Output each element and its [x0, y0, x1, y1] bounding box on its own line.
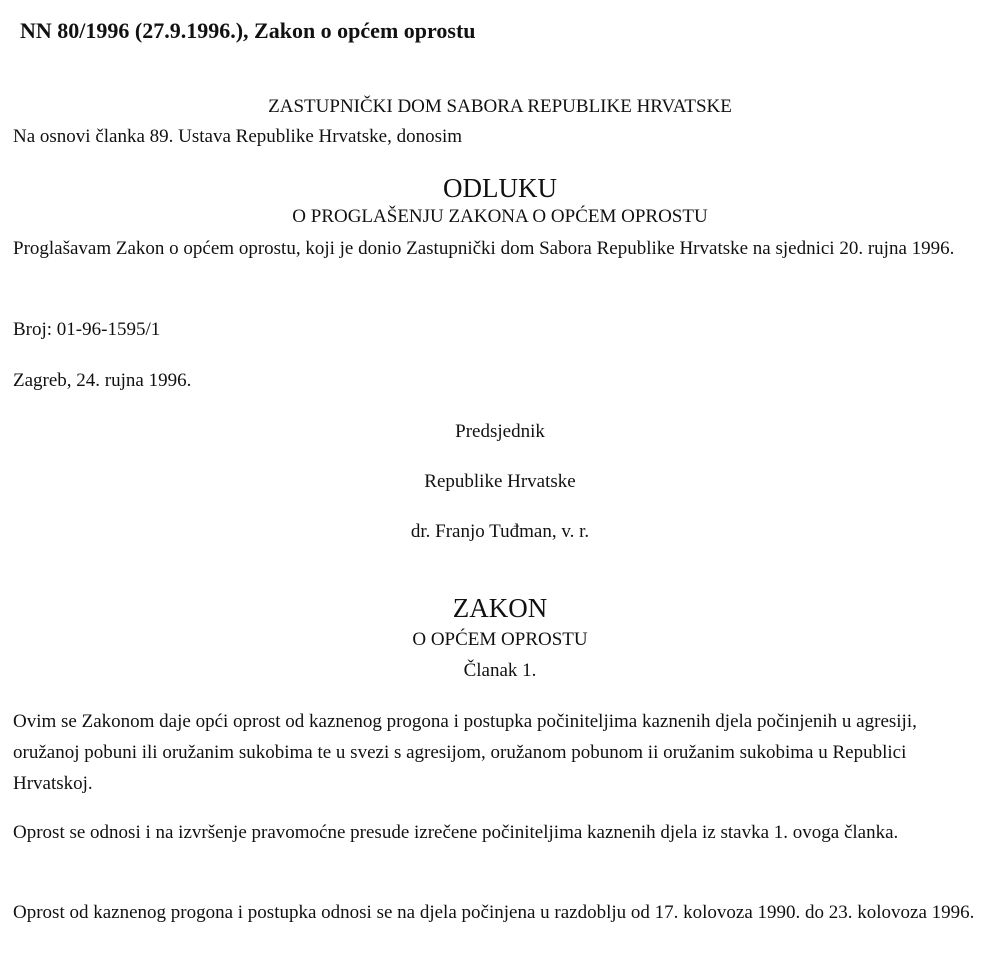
zakon-subheading: O OPĆEM OPROSTU — [412, 629, 588, 650]
article-paragraph: Ovim se Zakonom daje opći oprost od kaznenog progona i postupka počiniteljima kaznenih djela počinjenih u agresiji, oružanoj pobuni ili oružanim sukobima te u svezi s agresijom, oružanom pobunom ii oružanim sukobima u Republici Hrvatskoj. — [13, 711, 917, 794]
odluka-text: Proglašavam Zakon o općem oprostu, koji je donio Zastupnički dom Sabora Republike Hrvatske na sjednici 20. rujna 1996. — [13, 238, 955, 259]
document-number: Broj: 01-96-1595/1 — [13, 319, 161, 340]
signature-name: dr. Franjo Tuđman, v. r. — [410, 521, 590, 542]
signature-office: Republike Hrvatske — [424, 471, 576, 492]
article-paragraph: Oprost od kaznenog progona i postupka odnosi se na djela počinjena u razdoblju od 17. kolovoza 1990. do 23. kolovoza 1996. — [13, 902, 975, 923]
signature-role: Predsjednik — [455, 421, 545, 442]
odluka-subheading: O PROGLAŠENJU ZAKONA O OPĆEM OPROSTU — [292, 206, 708, 227]
zakon-heading: ZAKON — [452, 593, 548, 623]
article-heading: Članak 1. — [463, 660, 537, 681]
document-title: NN 80/1996 (27.9.1996.), Zakon o općem oprostu — [20, 18, 476, 43]
article-paragraph: Oprost se odnosi i na izvršenje pravomoćne presude izrečene počiniteljima kaznenih djela iz stavka 1. ovoga članka. — [13, 822, 899, 843]
odluka-heading: ODLUKU — [443, 173, 557, 203]
place-date: Zagreb, 24. rujna 1996. — [13, 370, 192, 391]
legal-basis: Na osnovi članka 89. Ustava Republike Hrvatske, donosim — [13, 126, 463, 147]
institution-name: ZASTUPNIČKI DOM SABORA REPUBLIKE HRVATSKE — [268, 96, 732, 117]
